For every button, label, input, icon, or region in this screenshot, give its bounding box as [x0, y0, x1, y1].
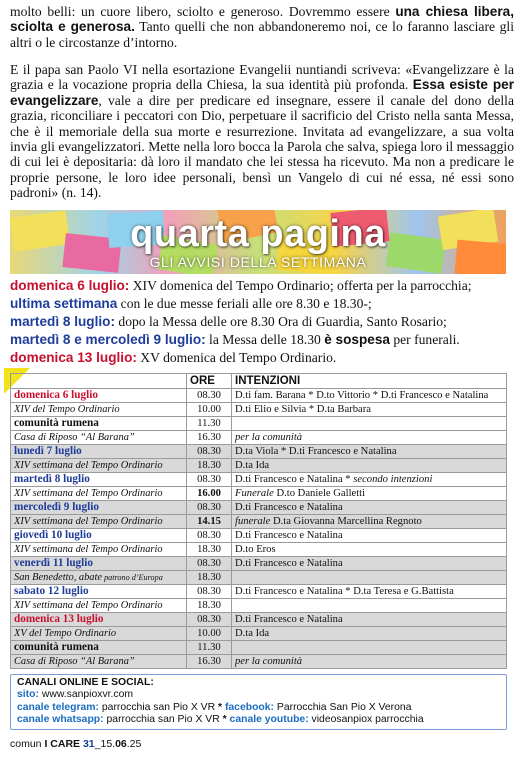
- schedule-time-cell: 14.15: [187, 515, 232, 529]
- telegram-value[interactable]: parrocchia san Pio X VR: [99, 701, 218, 713]
- schedule-time-cell: 11.30: [187, 641, 232, 655]
- schedule-day-text: Casa di Riposo “Al Barana”: [14, 656, 135, 667]
- schedule-day-cell: [11, 627, 187, 641]
- header-time: ORE: [187, 374, 232, 389]
- table-row: [11, 627, 507, 641]
- schedule-time-cell: 08.30: [187, 585, 232, 599]
- table-row: [11, 585, 507, 599]
- schedule-day-cell: [11, 487, 187, 501]
- schedule-day-note: patrono d’Europa: [102, 573, 163, 582]
- schedule-intent-text: Funerale: [235, 488, 274, 499]
- schedule-intent-cell: [232, 487, 507, 501]
- table-row: [11, 445, 507, 459]
- schedule-time-cell: 08.30: [187, 445, 232, 459]
- schedule-day-cell: [11, 557, 187, 571]
- schedule-day-cell: [11, 613, 187, 627]
- avviso-text: XIV domenica del Tempo Ordinario; offerta per la parrocchia;: [129, 278, 472, 293]
- avviso-text: dopo la Messa delle ore 8.30 Ora di Guardia, Santo Rosario;: [115, 314, 447, 329]
- footer-date-part: _15.: [94, 738, 116, 750]
- schedule-day-text: XIV settimana del Tempo Ordinario: [14, 544, 163, 555]
- schedule-day-cell: [11, 389, 187, 403]
- schedule-intent-text: D.ti Francesco e Natalina: [235, 530, 343, 541]
- schedule-time-cell: 18.30: [187, 571, 232, 585]
- schedule-intent-cell: [232, 529, 507, 543]
- article-paragraph-1: [10, 4, 514, 50]
- schedule-day-text: martedì 8 luglio: [14, 473, 90, 485]
- schedule-time-cell: 08.30: [187, 501, 232, 515]
- avviso-text: XV domenica del Tempo Ordinario.: [136, 350, 337, 365]
- schedule-intent-cell: [232, 557, 507, 571]
- schedule-time-cell: 18.30: [187, 543, 232, 557]
- table-row: [11, 403, 507, 417]
- youtube-label: canale youtube:: [229, 714, 309, 726]
- schedule-day-text: XIV settimana del Tempo Ordinario: [14, 488, 163, 499]
- schedule-day-text: lunedì 7 luglio: [14, 445, 82, 457]
- schedule-intent-cell: [232, 445, 507, 459]
- schedule-day-text: domenica 13 luglio: [14, 613, 104, 625]
- separator: *: [222, 714, 227, 726]
- schedule-intent-text: funerale: [235, 516, 271, 527]
- schedule-time-cell: 18.30: [187, 459, 232, 473]
- schedule-day-cell: [11, 431, 187, 445]
- schedule-intent-text: D.ta Viola * D.ti Francesco e Natalina: [235, 446, 397, 457]
- avviso-4: [10, 332, 514, 347]
- schedule-intent-cell: [232, 571, 507, 585]
- schedule-time-cell: 16.30: [187, 655, 232, 669]
- footer-year: .25: [126, 738, 142, 750]
- table-row: [11, 599, 507, 613]
- site-label: sito:: [17, 689, 39, 701]
- text-run: , vale a dire per predicare ed insegnare, essere il canale del dono della grazia, riconciliare i peccatori con Dio, perpetuare il sacrificio del Cristo nella santa Messa, che è il memoriale della sua morte e resurrezione. Invitata ad evangelizzare, a sua volta invia gli evangelizzatori. Mette nella loro bocca la Parola che salva, spiega loro il messaggio di cui lei è depositaria: dà loro il mandato che lei stessa ha ricevuto. Ma non a predicare le proprie persone, le loro idee personali, bensì un Vangelo di cui né essa, né essi sono padroni» (n. 14).: [10, 92, 514, 201]
- schedule-day-text: XIV del Tempo Ordinario: [14, 404, 120, 415]
- schedule-intent-text: D.ti Francesco e Natalina: [235, 614, 343, 625]
- quarta-pagina-banner: [10, 210, 506, 274]
- schedule-day-cell: [11, 501, 187, 515]
- schedule-day-text: comunità rumena: [14, 641, 99, 653]
- table-row: [11, 473, 507, 487]
- avviso-5: [10, 350, 514, 365]
- text-run: molto belli: un cuore libero, sciolto e generoso. Dovremmo essere: [10, 4, 396, 19]
- footer-text: comun: [10, 738, 45, 750]
- header-intent: INTENZIONI: [232, 374, 507, 389]
- schedule-day-cell: [11, 417, 187, 431]
- avviso-date-label: martedì 8 luglio:: [10, 314, 115, 329]
- schedule-time-cell: 18.30: [187, 599, 232, 613]
- social-channels-box: [10, 674, 507, 730]
- schedule-intent-cell: [232, 459, 507, 473]
- schedule-day-cell: [11, 585, 187, 599]
- youtube-value[interactable]: videosanpiox parrocchia: [308, 714, 424, 726]
- schedule-day-cell: [11, 529, 187, 543]
- avviso-1: [10, 278, 514, 293]
- schedule-day-cell: [11, 543, 187, 557]
- bold-text-run: Essa esiste per evangelizzare: [10, 77, 514, 108]
- social-site-line: [17, 689, 500, 701]
- schedule-intent-text: D.ti Elio e Silvia * D.ta Barbara: [235, 404, 371, 415]
- schedule-day-text: San Benedetto, abate: [14, 572, 103, 583]
- table-row: [11, 389, 507, 403]
- schedule-day-cell: [11, 515, 187, 529]
- schedule-intent-cell: [232, 515, 507, 529]
- schedule-day-text: XIV settimana del Tempo Ordinario: [14, 516, 163, 527]
- table-row: [11, 641, 507, 655]
- schedule-time-cell: 10.00: [187, 627, 232, 641]
- schedule-time-cell: 16.00: [187, 487, 232, 501]
- schedule-day-cell: [11, 571, 187, 585]
- bold-text-run: una chiesa libera, sciolta e generosa.: [10, 4, 514, 35]
- schedule-day-cell: [11, 641, 187, 655]
- schedule-intent-note: secondo intenzioni: [353, 474, 433, 485]
- schedule-day-text: mercoledì 9 luglio: [14, 501, 99, 513]
- schedule-intent-text: D.ti Francesco e Natalina * D.ta Teresa e G.Battista: [235, 586, 454, 597]
- table-row: [11, 571, 507, 585]
- site-link[interactable]: www.sanpioxvr.com: [38, 689, 134, 701]
- text-run: Tanto quelli che non abbandoneremo noi, ce lo faranno lasciare gli altri o le circostanze d’intorno.: [10, 19, 514, 50]
- schedule-intent-cell: [232, 543, 507, 557]
- schedule-intent-text: per la comunità: [235, 432, 303, 443]
- whatsapp-value[interactable]: parrocchia san Pio X VR: [103, 714, 223, 726]
- schedule-time-cell: 08.30: [187, 557, 232, 571]
- schedule-time-cell: 16.30: [187, 431, 232, 445]
- schedule-day-text: XIV settimana del Tempo Ordinario: [14, 600, 163, 611]
- schedule-intent-cell: [232, 641, 507, 655]
- schedule-day-cell: [11, 599, 187, 613]
- schedule-day-cell: [11, 473, 187, 487]
- schedule-time-cell: 08.30: [187, 473, 232, 487]
- facebook-label: facebook:: [224, 701, 275, 713]
- schedule-intent-text: D.ti Francesco e Natalina: [235, 502, 343, 513]
- social-whatsapp-line: [17, 714, 500, 726]
- schedule-day-text: giovedì 10 luglio: [14, 529, 92, 541]
- banner-subtitle: GLI AVVISI DELLA SETTIMANA: [149, 254, 367, 270]
- schedule-intent-cell: [232, 473, 507, 487]
- page-footer: [10, 738, 141, 750]
- schedule-intent-name: D.to Daniele Galletti: [273, 488, 366, 499]
- schedule-intent-cell: [232, 655, 507, 669]
- table-row: [11, 417, 507, 431]
- schedule-intent-cell: [232, 585, 507, 599]
- schedule-time-cell: 11.30: [187, 417, 232, 431]
- schedule-intent-cell: [232, 417, 507, 431]
- schedule-day-cell: [11, 655, 187, 669]
- text-run: E il papa san Paolo VI nella esortazione Evangelii nuntiandi scriveva: «Evangelizzare è la grazia e la vocazione propria della Chiesa, la sua identità più profonda.: [10, 62, 514, 93]
- table-row: [11, 501, 507, 515]
- telegram-label: canale telegram:: [17, 701, 100, 713]
- schedule-day-text: sabato 12 luglio: [14, 585, 89, 597]
- mass-schedule-table: [10, 373, 507, 669]
- schedule-intent-text: per la comunità: [235, 656, 303, 667]
- footer-brand: I CARE: [44, 738, 83, 750]
- avviso-text: la Messa delle 18.30: [205, 332, 325, 347]
- avviso-date-label: domenica 13 luglio:: [10, 350, 137, 365]
- schedule-intent-cell: [232, 627, 507, 641]
- schedule-intent-cell: [232, 403, 507, 417]
- table-row: [11, 431, 507, 445]
- schedule-day-text: venerdì 11 luglio: [14, 557, 93, 569]
- header-day: [11, 374, 187, 389]
- social-telegram-line: [17, 702, 500, 714]
- banner-title: quarta pagina: [130, 213, 386, 255]
- schedule-time-cell: 08.30: [187, 529, 232, 543]
- avviso-3: [10, 314, 514, 329]
- table-row: [11, 613, 507, 627]
- table-row: [11, 515, 507, 529]
- schedule-day-text: domenica 6 luglio: [14, 389, 98, 401]
- schedule-time-cell: 10.00: [187, 403, 232, 417]
- schedule-day-text: comunità rumena: [14, 417, 99, 429]
- footer-month: 06: [115, 738, 127, 750]
- table-header-row: [11, 374, 507, 389]
- schedule-day-cell: [11, 459, 187, 473]
- avviso-date-label: domenica 6 luglio:: [10, 278, 130, 293]
- table-row: [11, 487, 507, 501]
- article-paragraph-2: [10, 62, 514, 201]
- schedule-day-text: Casa di Riposo “Al Barana”: [14, 432, 135, 443]
- schedule-intent-text: D.ti fam. Barana * D.to Vittorio * D.ti Francesco e Natalina: [235, 390, 489, 401]
- table-row: [11, 543, 507, 557]
- table-row: [11, 557, 507, 571]
- schedule-time-cell: 08.30: [187, 613, 232, 627]
- schedule-intent-text: D.ta Ida: [235, 628, 270, 639]
- table-row: [11, 459, 507, 473]
- schedule-intent-cell: [232, 501, 507, 515]
- schedule-day-text: XV del Tempo Ordinario: [14, 628, 117, 639]
- separator: *: [218, 701, 223, 713]
- schedule-day-text: XIV settimana del Tempo Ordinario: [14, 460, 163, 471]
- avviso-bold-text: è sospesa: [324, 332, 390, 347]
- schedule-intent-cell: [232, 389, 507, 403]
- avviso-2: [10, 296, 514, 311]
- facebook-value[interactable]: Parrocchia San Pio X Verona: [274, 701, 412, 713]
- schedule-intent-cell: [232, 431, 507, 445]
- schedule-intent-text: D.to Eros: [235, 544, 276, 555]
- whatsapp-label: canale whatsapp:: [17, 714, 104, 726]
- schedule-intent-text: D.ti Francesco e Natalina *: [235, 474, 354, 485]
- table-row: [11, 529, 507, 543]
- avviso-date-label: ultima settimana: [10, 296, 118, 311]
- schedule-intent-name: D.ta Giovanna Marcellina Regnoto: [270, 516, 422, 527]
- schedule-day-cell: [11, 403, 187, 417]
- avviso-date-label: martedì 8 e mercoledì 9 luglio:: [10, 332, 206, 347]
- schedule-intent-cell: [232, 613, 507, 627]
- social-title: CANALI ONLINE E SOCIAL:: [17, 677, 154, 688]
- schedule-intent-cell: [232, 599, 507, 613]
- avviso-text: per funerali.: [389, 332, 460, 347]
- schedule-intent-text: D.ti Francesco e Natalina: [235, 558, 343, 569]
- schedule-time-cell: 08.30: [187, 389, 232, 403]
- schedule-intent-text: D.ta Ida: [235, 460, 270, 471]
- footer-issue-number: 31: [82, 738, 95, 750]
- table-row: [11, 655, 507, 669]
- avviso-text: con le due messe feriali alle ore 8.30 e 18.30-;: [117, 296, 372, 311]
- schedule-day-cell: [11, 445, 187, 459]
